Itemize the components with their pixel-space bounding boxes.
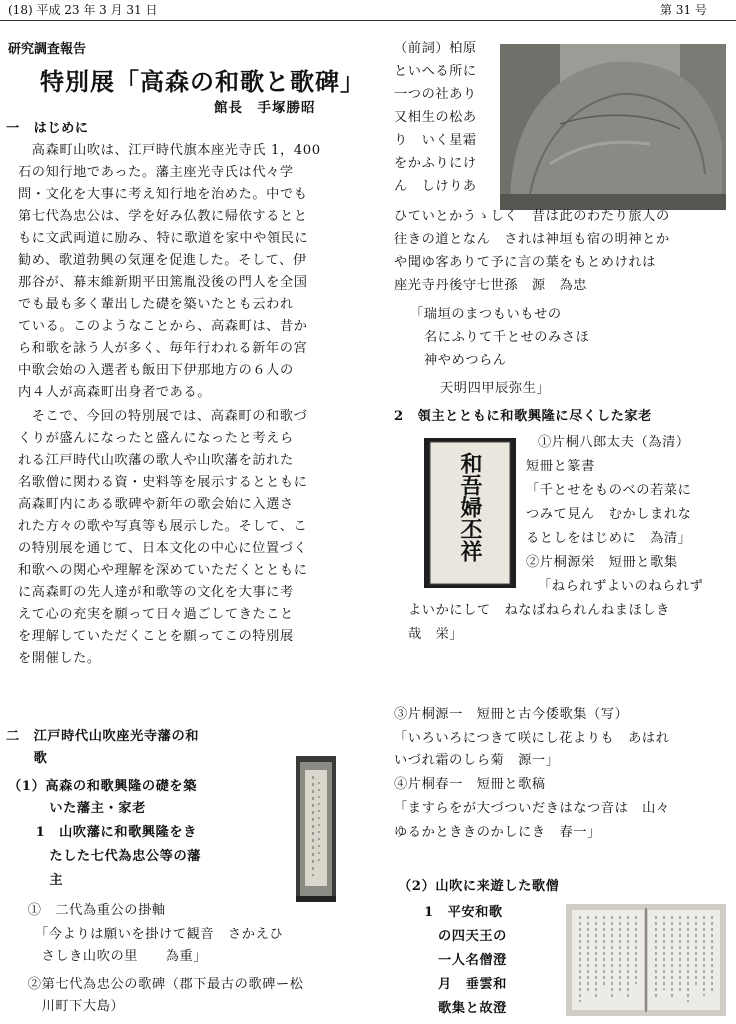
article-author: 館長 手塚勝昭 [214,100,316,116]
header-issue-date: (18) 平成 23 年 3 月 31 日 [8,3,158,17]
section-heading-edo-cont: 歌 [6,751,48,766]
retainer-line: ①片桐八郎太夫（為清） [538,435,690,450]
retainer-line: 「千とせをものべの若菜に [526,483,692,498]
retainer-line: 「ますらをが大づついだきはなつ音は 山々 [394,801,670,816]
body-line: 内４人が高森町出身者である。 [18,385,212,400]
retainer-line: るとしをはじめに 為清」 [526,531,692,546]
maegaki-line: 又相生の松あ [394,110,477,125]
maegaki-line: り いく星霜 [394,133,477,148]
body-line: 名歌僧に関わる資・史料等を展示するとともに [18,475,308,490]
calligraphy-text: 和吾婦丕祥 [457,452,483,562]
body-line: を理解していただくことを願ってこの特別展 [18,629,294,644]
section-heading-intro: 一 はじめに [6,121,89,136]
body-line: の特別展を通じて、日本文化の中心に位置づく [18,541,308,556]
retainer-line: 「いろいろにつきて咲にし花よりも あはれ [394,731,670,746]
hanging-scroll-photo [296,756,336,902]
monument-photo [500,44,726,210]
header-issue-number: 第 31 号 [660,3,707,17]
poet-line: の四天王の [438,929,507,944]
subheading: いた藩主・家老 [8,801,146,816]
section-heading-edo: 二 江戸時代山吹座光寺藩の和 [6,729,200,744]
list-item: ②第七代為忠公の歌碑（郡下最古の歌碑ー松 [14,977,304,992]
body-line: そこで、今回の特別展では、高森町の和歌づ [18,409,308,424]
maegaki-line: ん しけりあ [394,179,477,194]
poem-line: 名にふりて千とせのみさほ [424,330,590,345]
retainer-line: 哉 栄」 [408,627,464,642]
maegaki-line: といへる所に [394,64,477,79]
retainer-line: つみて見ん むかしまれな [526,507,692,522]
body-line: ひていとかうゝしく 昔は此のわたり旅人の [394,209,670,224]
body-line: 問・文化を大事に考え知行地を治めた。中でも [18,187,308,202]
section-heading-retainers: 2 領主とともに和歌興隆に尽くした家老 [394,409,652,424]
body-line: 往きの道となん されは神垣も宿の明神とか [394,232,670,247]
retainer-line: 「ねられずよいのねられず [538,579,704,594]
body-line: 高森町内にある歌碑や新年の歌会始に入選さ [18,497,294,512]
retainer-line: ②片桐源栄 短冊と歌集 [526,555,678,570]
body-line: や聞ゆ客ありて予に言の葉をもとめけれは [394,255,656,270]
retainer-line: ④片桐春一 短冊と歌稿 [394,777,546,792]
poem-line: 神やめつらん [424,353,507,368]
poem-line: さしき山吹の里 為重」 [14,949,208,964]
maegaki-line: （前詞）柏原 [394,41,477,56]
poet-line: 歌集と故澄 [438,1001,507,1016]
list-item: 川町下大島） [14,999,125,1014]
subheading: 主 [8,873,64,888]
body-line: 高森町山吹は、江戸時代旗本座光寺氏 1，400 [18,143,321,158]
article-label: 研究調査報告 [8,42,87,57]
retainer-line: 短冊と篆書 [526,459,595,474]
list-item: ① 二代為重公の掛軸 [14,903,166,918]
body-line: ら和歌を詠う人が多く、毎年行われる新年の宮 [18,341,308,356]
body-line: 和歌への関心や理解を深めていただくとともに [18,563,308,578]
body-line: れる江戸時代山吹藩の歌人や山吹藩を訪れた [18,453,294,468]
subheading: 1 山吹藩に和歌興隆をき [8,825,198,840]
calligraphy-plaque [424,438,516,588]
body-line: に高森町の先人達が和歌等の文化を大事に考 [18,585,294,600]
body-line: 石の知行地であった。藩主座光寺氏は代々学 [18,165,294,180]
maegaki-line: をかふりにけ [394,156,477,171]
manuscript-photo [566,904,726,1016]
poet-line: 1 平安和歌 [424,905,503,920]
body-line: 座光寺丹後守七世孫 源 為忠 [394,278,588,293]
body-line: もに文武両道に励み、特に歌道を家中や領民に [18,231,309,246]
poem-line: 天明四甲辰弥生」 [440,381,551,396]
body-line: れた方々の歌や写真等も展示した。そして、こ [18,519,308,534]
poet-line: 月 垂雲和 [438,977,507,992]
body-line: くりが盛んになったと盛んになったと考えら [18,431,294,446]
body-line: えて心の充実を願って日々過ごしてきたこと [18,607,294,622]
body-line: 第七代為忠公は、学を好み仏教に帰依するとと [18,209,308,224]
body-line: でも最も多く輩出した礎を築いたとも云われ [18,297,294,312]
retainer-line: ゆるかとききのかしにき 春一」 [394,825,601,840]
maegaki-line: 一つの社あり [394,87,477,102]
poem-line: 「瑞垣のまつもいもせの [410,307,562,322]
retainer-line: よいかにして ねなばねられんねまほしき [408,603,670,618]
body-line: 中歌会始の入選者も飯田下伊那地方の６人の [18,363,294,378]
body-line: 那谷が、幕末維新期平田篤胤没後の門人を全国 [18,275,308,290]
poet-line: 一人名僧澄 [438,953,507,968]
section-heading-poets: （2）山吹に来遊した歌僧 [398,879,560,894]
body-line: ている。このようなことから、高森町は、昔か [18,319,308,334]
poem-line: 「今よりは願いを掛けて観音 さかえひ [14,927,284,942]
subheading: （1）高森の和歌興隆の礎を築 [8,779,198,794]
retainer-line: ③片桐源一 短冊と古今倭歌集（写） [394,707,629,722]
body-line: を開催した。 [18,651,101,666]
header-rule [0,20,736,21]
retainer-line: いづれ霜のしら菊 源一」 [394,753,560,768]
article-title: 特別展「高森の和歌と歌碑」 [40,67,365,96]
body-line: 勧め、歌道勃興の気運を促進した。そして、伊 [18,253,307,268]
subheading: たした七代為忠公等の藩 [8,849,202,864]
